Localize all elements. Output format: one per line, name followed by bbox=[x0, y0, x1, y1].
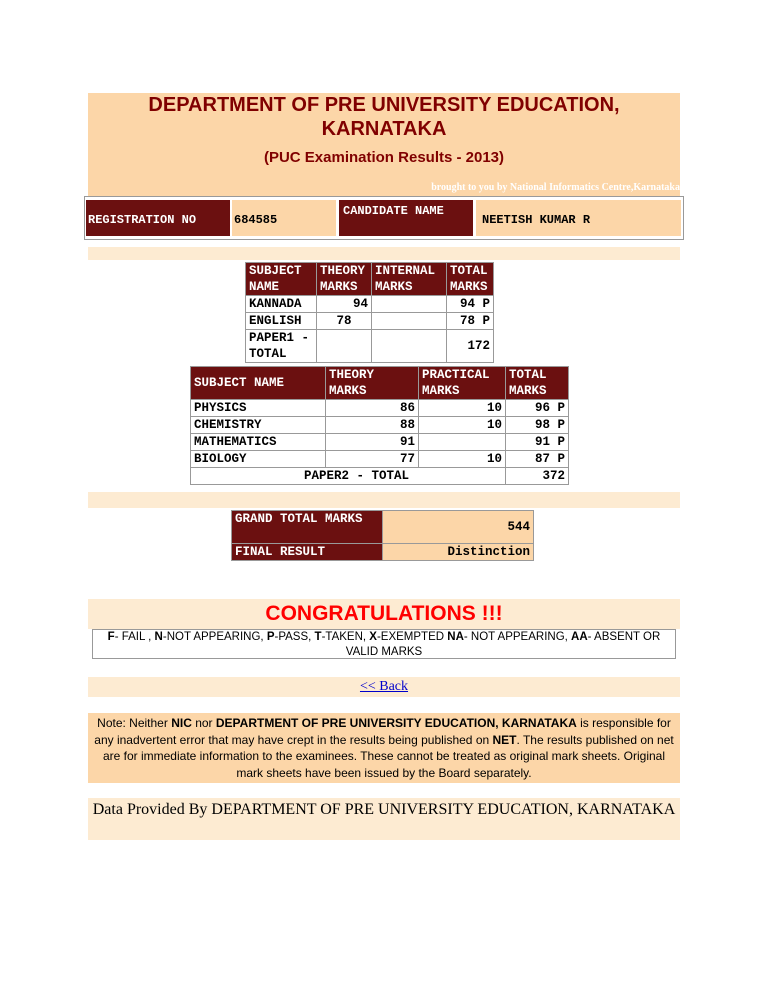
total-marks: 78 P bbox=[447, 313, 494, 330]
legend-code: F bbox=[107, 631, 115, 643]
part2-header-practical: PRACTICAL MARKS bbox=[419, 367, 506, 400]
subject-name: CHEMISTRY bbox=[191, 417, 326, 434]
subject-name: ENGLISH bbox=[246, 313, 317, 330]
data-provider-footer: Data Provided By DEPARTMENT OF PRE UNIVERSITY EDUCATION, KARNATAKA bbox=[88, 798, 680, 840]
spacer-bar bbox=[88, 247, 680, 260]
page-subtitle: (PUC Examination Results - 2013) bbox=[88, 145, 680, 180]
total-marks: 96 P bbox=[506, 400, 569, 417]
part1-marks-table bbox=[245, 262, 494, 363]
final-result-label: FINAL RESULT bbox=[232, 544, 383, 561]
paper1-total-label: PAPER1 - TOTAL bbox=[246, 330, 317, 363]
legend-code: T bbox=[314, 631, 322, 643]
subject-name: MATHEMATICS bbox=[191, 434, 326, 451]
congratulations-banner: CONGRATULATIONS !!! bbox=[88, 599, 680, 629]
spacer-bar bbox=[88, 492, 680, 508]
subject-name: KANNADA bbox=[246, 296, 317, 313]
table-row bbox=[246, 313, 494, 330]
legend-code: NA bbox=[447, 631, 464, 643]
paper1-total-value: 172 bbox=[447, 330, 494, 363]
grand-total-value: 544 bbox=[383, 511, 534, 544]
legend-code: P bbox=[266, 631, 275, 643]
table-row bbox=[246, 296, 494, 313]
total-marks: 94 P bbox=[447, 296, 494, 313]
registration-label: REGISTRATION NO bbox=[86, 200, 230, 236]
part1-header-theory: THEORY MARKS bbox=[317, 263, 372, 296]
table-row bbox=[191, 468, 569, 485]
page-title bbox=[88, 93, 680, 145]
practical-marks: 10 bbox=[419, 451, 506, 468]
table-row bbox=[191, 434, 569, 451]
part2-header-subject: SUBJECT NAME bbox=[191, 367, 326, 400]
grand-total-label: GRAND TOTAL MARKS bbox=[232, 511, 383, 544]
practical-marks bbox=[419, 434, 506, 451]
part1-header-total: TOTAL MARKS bbox=[447, 263, 494, 296]
practical-marks: 10 bbox=[419, 417, 506, 434]
table-row bbox=[246, 330, 494, 363]
candidate-name-label: CANDIDATE NAME bbox=[339, 200, 473, 236]
theory-marks: 78 bbox=[317, 313, 372, 330]
summary-table bbox=[231, 510, 534, 561]
back-link-bar bbox=[88, 677, 680, 697]
back-link[interactable]: << Back bbox=[359, 679, 409, 694]
paper2-total-label: PAPER2 - TOTAL bbox=[191, 468, 506, 485]
part1-header-subject: SUBJECT NAME bbox=[246, 263, 317, 296]
table-row bbox=[191, 417, 569, 434]
total-marks: 91 P bbox=[506, 434, 569, 451]
total-marks: 98 P bbox=[506, 417, 569, 434]
part2-header-theory: THEORY MARKS bbox=[326, 367, 419, 400]
page-title-text: DEPARTMENT OF PRE UNIVERSITY EDUCATION, KARNATAKA bbox=[148, 94, 620, 140]
table-row bbox=[191, 400, 569, 417]
part2-marks-table bbox=[190, 366, 569, 485]
theory-marks: 86 bbox=[326, 400, 419, 417]
internal-marks bbox=[372, 313, 447, 330]
candidate-info-row bbox=[84, 196, 684, 240]
table-row bbox=[191, 451, 569, 468]
paper2-total-value: 372 bbox=[506, 468, 569, 485]
theory-marks: 88 bbox=[326, 417, 419, 434]
legend-code: AA bbox=[571, 631, 588, 643]
practical-marks: 10 bbox=[419, 400, 506, 417]
part1-header-internal: INTERNAL MARKS bbox=[372, 263, 447, 296]
part2-header-total: TOTAL MARKS bbox=[506, 367, 569, 400]
candidate-name: NEETISH KUMAR R bbox=[476, 200, 681, 236]
theory-marks: 94 bbox=[317, 296, 372, 313]
theory-marks: 77 bbox=[326, 451, 419, 468]
disclaimer-note: Note: Neither NIC nor DEPARTMENT OF PRE UNIVERSITY EDUCATION, KARNATAKA is responsible for any inadvertent error that may have crept in the results being published on NET. The results published on net are for immediate information to the examinees. These cannot be treated as original mark sheets. Original mark sheets have been issued by the Board separately. bbox=[88, 713, 680, 783]
result-legend: F- FAIL , N-NOT APPEARING, P-PASS, T-TAKEN, X-EXEMPTED NA- NOT APPEARING, AA- ABSENT OR VALID MARKS bbox=[92, 629, 676, 659]
subject-name: PHYSICS bbox=[191, 400, 326, 417]
internal-marks bbox=[372, 296, 447, 313]
legend-code: N bbox=[154, 631, 163, 643]
nic-credit: brought to you by National Informatics Centre,Karnataka bbox=[88, 180, 680, 196]
subject-name: BIOLOGY bbox=[191, 451, 326, 468]
total-marks: 87 P bbox=[506, 451, 569, 468]
legend-code: X bbox=[369, 631, 377, 643]
final-result-value: Distinction bbox=[383, 544, 534, 561]
registration-number: 684585 bbox=[232, 200, 336, 236]
theory-marks: 91 bbox=[326, 434, 419, 451]
